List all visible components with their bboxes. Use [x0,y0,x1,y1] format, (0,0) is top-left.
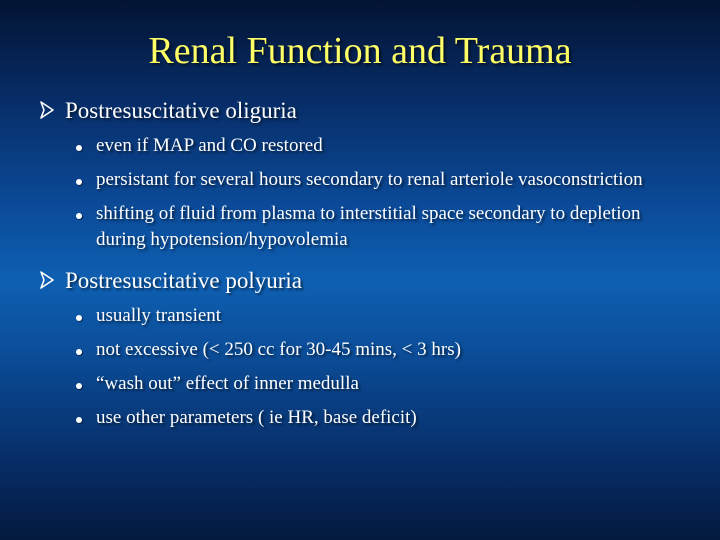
slide-title: Renal Function and Trauma [148,30,572,72]
list-item [71,405,688,431]
list-item [71,337,688,363]
round-dot-icon [76,349,82,355]
round-dot-icon [76,417,82,423]
round-dot-icon [76,383,82,389]
arrowhead-icon [38,99,56,121]
list-item [71,201,688,253]
list-item-text: usually transient [96,305,222,326]
round-dot-icon [76,315,82,321]
arrowhead-icon [38,269,56,291]
round-dot-icon [76,179,82,185]
list-item-text: not excessive (< 250 cc for 30-45 mins, < 3 hrs) [96,339,461,360]
list-item [71,371,688,397]
round-dot-icon [76,145,82,151]
list-item-text: shifting of fluid from plasma to interstitial space secondary to depletion during hypotension/hypovolemia [96,203,641,250]
bullet-postresuscitative-oliguria [38,97,688,125]
list-item [71,167,688,193]
list-item-text: use other parameters ( ie HR, base deficit) [96,407,417,428]
bullet-heading: Postresuscitative oliguria [65,98,297,123]
sub-list-oliguria [38,133,688,253]
list-item-text: persistant for several hours secondary to renal arteriole vasoconstriction [96,169,643,190]
bullet-postresuscitative-polyuria [38,267,688,295]
list-item-text: “wash out” effect of inner medulla [96,373,359,394]
bullet-heading: Postresuscitative polyuria [65,268,302,293]
slide-content [38,97,688,439]
round-dot-icon [76,213,82,219]
list-item [71,133,688,159]
list-item [71,303,688,329]
sub-list-polyuria [38,303,688,431]
list-item-text: even if MAP and CO restored [96,135,323,156]
